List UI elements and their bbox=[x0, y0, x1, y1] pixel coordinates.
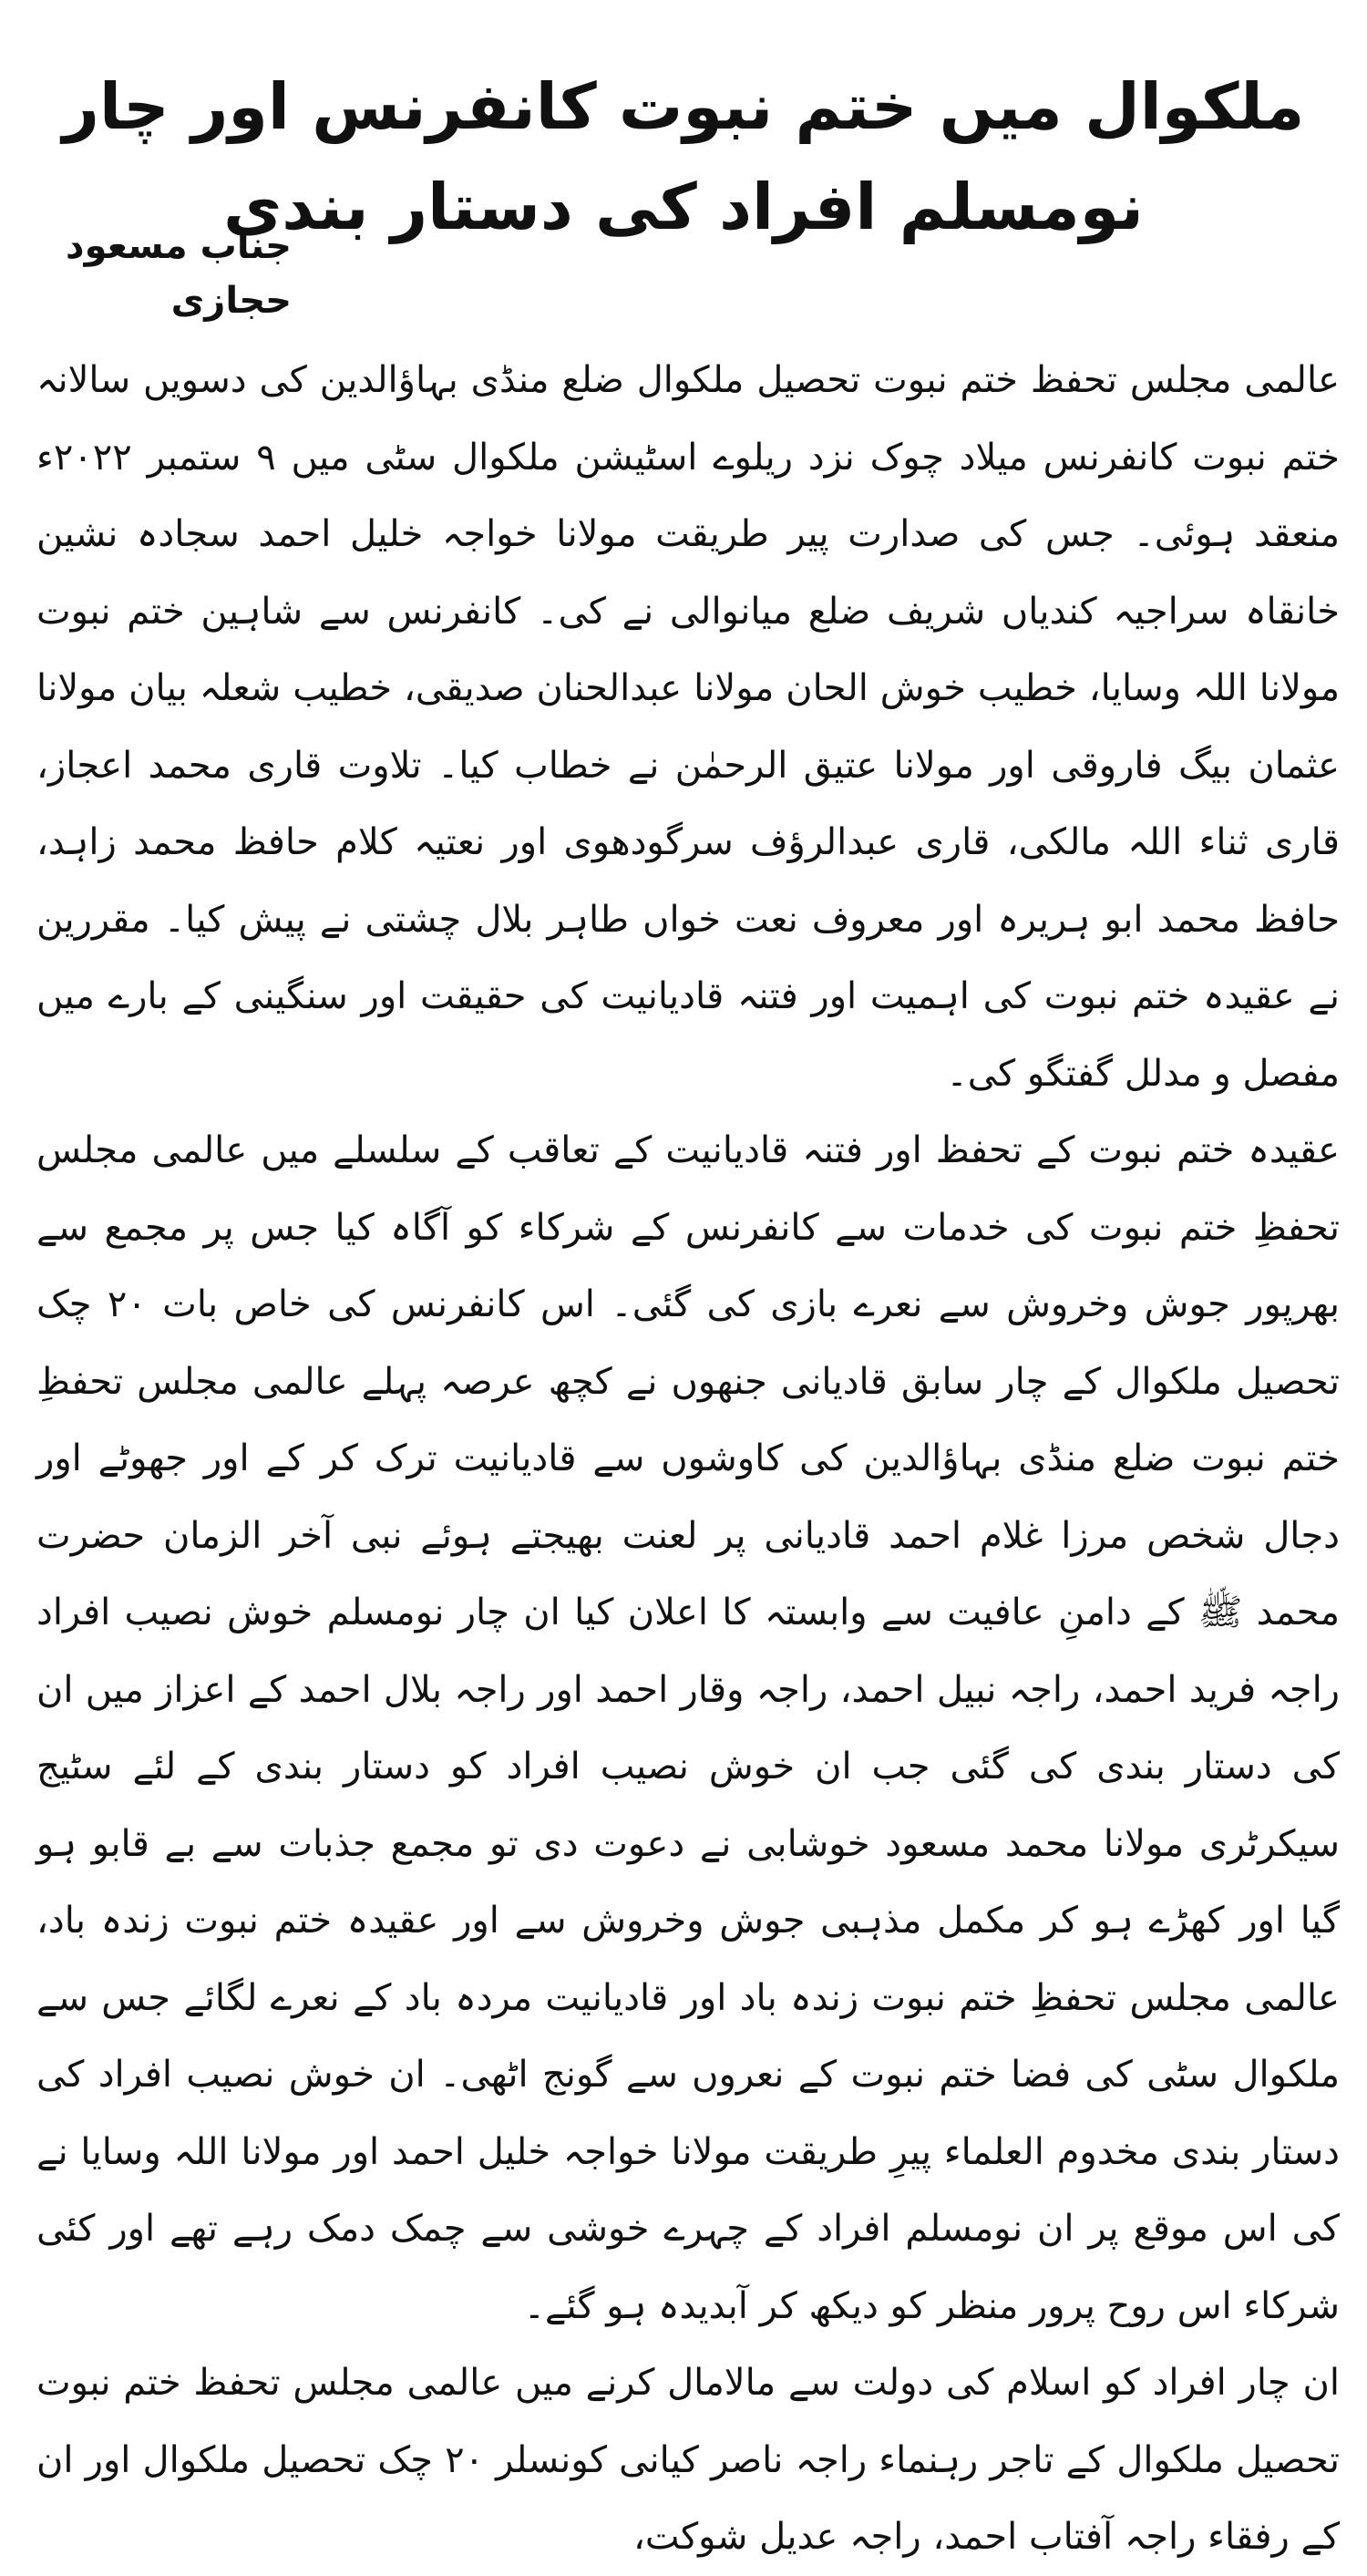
paragraph-2: عقیدہ ختم نبوت کے تحفظ اور فتنہ قادیانیت کے تعاقب کے سلسلے میں عالمی مجلس تحفظِ ختم نبوت کی خدمات سے کانفرنس کے شرکاء کو آگاہ کیا جس پر مجمع سے بھرپور جوش وخروش سے نعرے بازی کی گئی۔ اس کانفرنس کی خاص بات ۲۰ چک تحصیل ملکوال کے چار سابق قادیانی جنھوں نے کچھ عرصہ پہلے عالمی مجلس تحفظِ ختم نبوت ضلع منڈی بہاؤالدین کی کاوشوں سے قادیانیت ترک کر کے اور جھوٹے اور دجال شخص مرزا غلام احمد قادیانی پر لعنت بھیجتے ہوئے نبی آخر الزمان حضرت محمد ﷺ کے دامنِ عافیت سے وابستہ کا اعلان کیا ان چار نومسلم خوش نصیب افراد راجہ فرید احمد، راجہ نبیل احمد، راجہ وقار احمد اور راجہ بلال احمد کے اعزاز میں ان کی دستار بندی کی گئی جب ان خوش نصیب افراد کو دستار بندی کے لئے سٹیج سیکرٹری مولانا محمد مسعود خوشابی نے دعوت دی تو مجمع جذبات سے بے قابو ہو گیا اور کھڑے ہو کر مکمل مذہبی جوش وخروش سے اور عقیدہ ختم نبوت زندہ باد، عالمی مجلس تحفظِ ختم نبوت زندہ باد اور قادیانیت مردہ باد کے نعرے لگائے جس سے ملکوال سٹی کی فضا ختم نبوت کے نعروں سے گونج اٹھی۔ ان خوش نصیب افراد کی دستار بندی مخدوم العلماء پیرِ طریقت مولانا خواجہ خلیل احمد اور مولانا اللہ وسایا نے کی اس موقع پر ان نومسلم افراد کے چہرے خوشی سے چمک دمک رہے تھے اور کئی شرکاء اس روح پرور منظر کو دیکھ کر آبدیدہ ہو گئے۔ bbox=[36, 1129, 1340, 2327]
article-body bbox=[36, 342, 1340, 2576]
paragraph-3: ان چار افراد کو اسلام کی دولت سے مالامال کرنے میں عالمی مجلس تحفظ ختم نبوت تحصیل ملکوال کے تاجر رہنماء راجہ ناصر کیانی کونسلر ۲۰ چک تحصیل ملکوال اور ان کے رفقاء راجہ آفتاب احمد، راجہ عدیل شوکت، bbox=[36, 2362, 1341, 2558]
article-author: جناب مسعود حجازی bbox=[66, 225, 292, 322]
article-title: ملکوال میں ختم نبوت کانفرنس اور چار نومسلم افراد کی دستار بندی bbox=[62, 69, 1305, 244]
paragraph-1: عالمی مجلس تحفظ ختم نبوت تحصیل ملکوال ضلع منڈی بہاؤالدین کی دسویں سالانہ ختم نبوت کانفرنس میلاد چوک نزد ریلوے اسٹیشن ملکوال سٹی میں ۹ ستمبر ۲۰۲۲ء منعقد ہوئی۔ جس کی صدارت پیر طریقت مولانا خواجہ خلیل احمد سجادہ نشین خانقاہ سراجیہ کندیاں شریف ضلع میانوالی نے کی۔ کانفرنس سے شاہین ختم نبوت مولانا اللہ وسایا، خطیب خوش الحان مولانا عبدالحنان صدیقی، خطیب شعلہ بیان مولانا عثمان بیگ فاروقی اور مولانا عتیق الرحمٰن نے خطاب کیا۔ تلاوت قاری محمد اعجاز، قاری ثناء اللہ مالکی، قاری عبدالرؤف سرگودھوی اور نعتیہ کلام حافظ محمد زاہد، حافظ محمد ابو ہریرہ اور معروف نعت خواں طاہر بلال چشتی نے پیش کیا۔ مقررین نے عقیدہ ختم نبوت کی اہمیت اور فتنہ قادیانیت کی حقیقت اور سنگینی کے بارے میں مفصل و مدلل گفتگو کی۔ bbox=[36, 359, 1341, 1095]
